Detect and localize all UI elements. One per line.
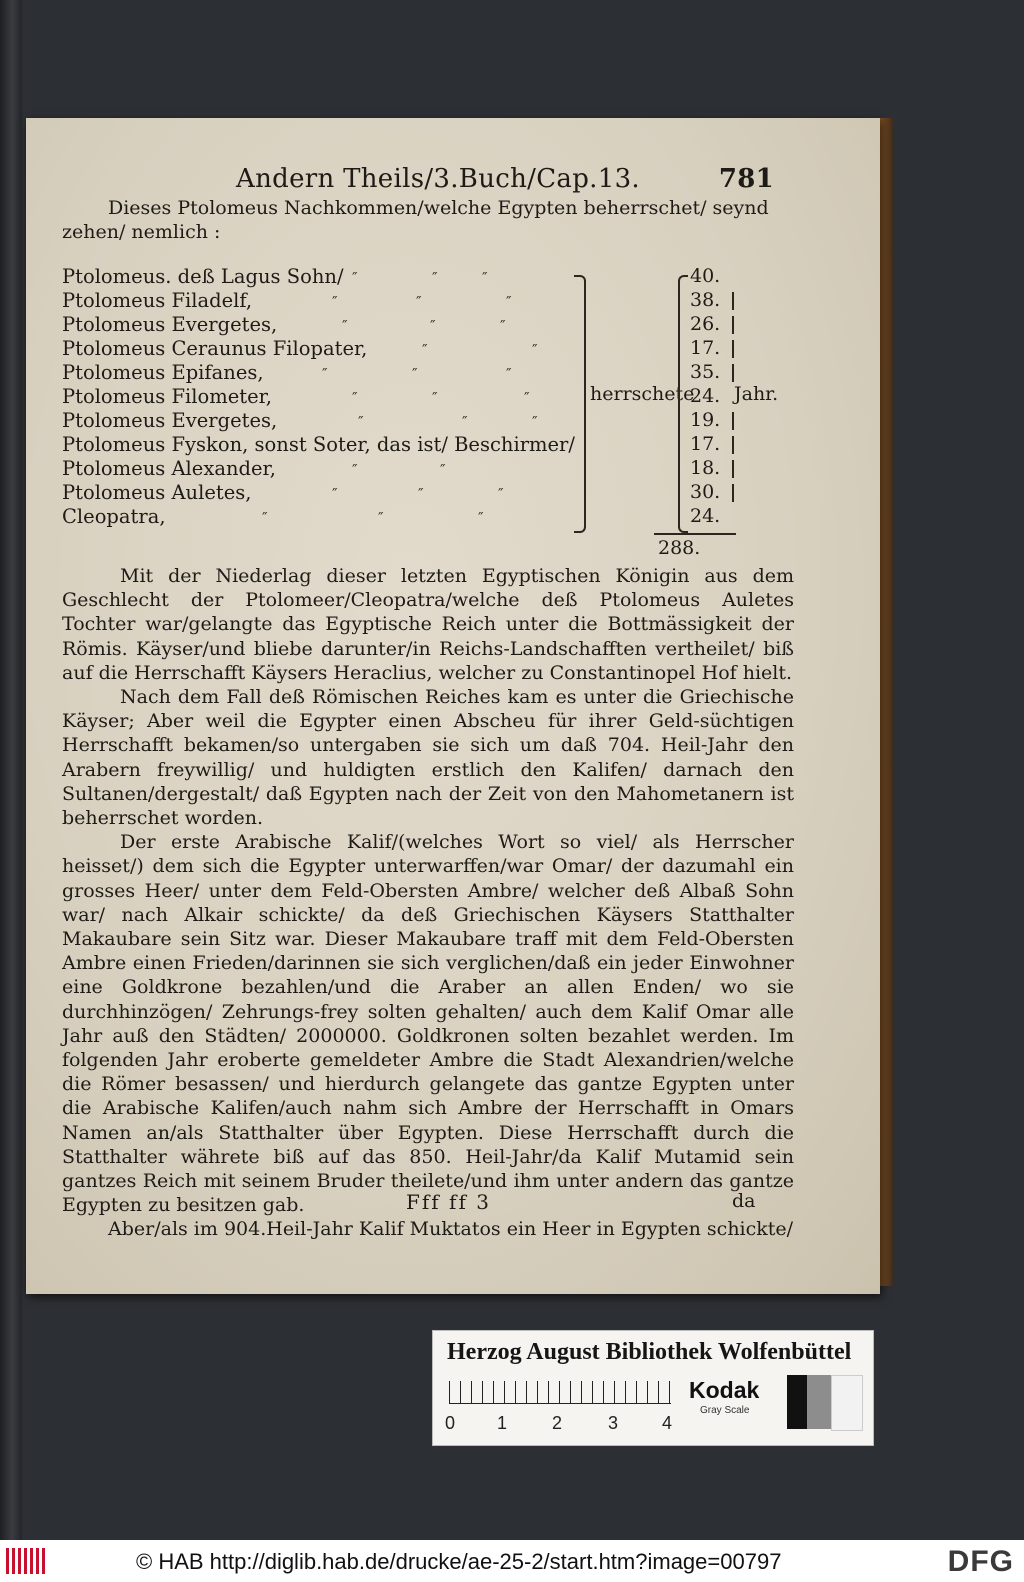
ditto-mark: ″ <box>342 317 348 335</box>
ditto-mark: ″ <box>352 461 358 479</box>
paragraph: Der erste Arabische Kalif/(welches Wort so viel/ als Herrscher heisset/) dem sich die Egypter unterwarffen/war Omar/ der dazumahl ein grosses Heer/ unter dem Feld-Obersten Ambre/ welcher deß Albaß Sohn war/ nach Alkair schickte/ da deß Griechischen Käysers Statthalter Makaubare sein Sitz war. Dieser Makaubare traff mit dem Feld-Obersten Ambre einen Frieden/darinnen sie sich verglichen/daß ein jeder Einwohner eine Goldkrone bezahlen/und die Araber an allen Enden/ wo sie durchhinzögen/ Zehrungs-frey solten gehalten/ auch dem Kalif Omar alle Jahr auß den Städten/ 2000000. Goldkronen solten bezahlet werden. Im folgenden Jahr eroberte gemeldeter Ambre die Stadt Alexandrien/welche die Römer besassen/ und hierdurch gelangete das gantze Egypten unter die Arabische Kalifen/auch nahm sich Ambre der Herrschafft in Omars Namen an/als Statthalter über Egypten. Diese Herrschafft durch die Statthalter währete biß auf das 850. Heil-Jahr/da Kalif Mutamid sein gantzes Reich mit seinem Bruder theilete/und ihm unter andern das gantze Egypten zu besitzen gab. <box>62 831 794 1217</box>
ditto-mark: ″ <box>322 365 328 383</box>
ditto-mark: ″ <box>332 485 338 503</box>
ruler-name: Ptolomeus Auletes, <box>62 481 252 504</box>
ditto-mark: ″ <box>440 461 446 479</box>
year-brace-segment <box>726 316 734 334</box>
year-brace-segment <box>726 436 734 454</box>
ditto-mark: ″ <box>524 389 530 407</box>
paragraph: Mit der Niederlag dieser letzten Egyptischen Königin aus dem Geschlecht der Ptolomeer/Cleopatra/welche deß Ptolomeus Auletes Tochter war/gelangte das Egyptische Reich unter die Bottmässigkeit der Römis. Käyser/und bliebe darunter/in Reichs-Landschafften vertheilet/ biß auf die Herrschafft Käysers Heraclius, welcher zu Constantinopel Hof hielt. <box>62 565 794 684</box>
ruler-name: Ptolomeus Alexander, <box>62 457 276 480</box>
year-brace-segment <box>726 460 734 478</box>
ruler-name: Ptolomeus Evergetes, <box>62 409 278 432</box>
black-swatch <box>787 1375 807 1429</box>
ditto-mark: ″ <box>532 413 538 431</box>
reign-years: 17. <box>690 433 721 455</box>
library-name: Herzog August Bibliothek Wolfenbüttel <box>447 1339 852 1365</box>
dfg-logo: DFG <box>947 1545 1014 1578</box>
reign-years: 17. <box>690 337 721 359</box>
signature-mark: Fff ff 3 <box>406 1190 491 1214</box>
total-years: 288. <box>658 537 701 559</box>
ditto-mark: ″ <box>506 293 512 311</box>
gray-swatch <box>807 1375 831 1429</box>
ditto-mark: ″ <box>506 365 512 383</box>
gray-scale-label: Gray Scale <box>700 1405 750 1416</box>
ruler-name: Ptolomeus Filometer, <box>62 385 272 408</box>
ditto-mark: ″ <box>352 389 358 407</box>
year-brace-segment <box>726 292 734 310</box>
paragraph: Nach dem Fall deß Römischen Reiches kam es unter die Griechische Käyser; Aber weil die Egypter einen Abscheu für ihrer Geld-süchtigen Herrschafft bekamen/so untergaben sie sich um daß 704. Heil-Jahr den Arabern freywillig/ und huldigten erstlich den Kalifen/ darnach den Sultanen/dergestalt/ daß Egypten nach der Zeit von den Mahometanern ist beherrschet worden. <box>62 686 794 830</box>
ditto-mark: ″ <box>412 365 418 383</box>
ruler-name: Ptolomeus Filadelf, <box>62 289 253 312</box>
left-brace <box>574 275 586 533</box>
ditto-mark: ″ <box>430 317 436 335</box>
ditto-mark: ″ <box>352 269 358 287</box>
sum-line <box>654 533 736 535</box>
ditto-mark: ″ <box>478 509 484 527</box>
reign-years: 18. <box>690 457 721 479</box>
ruler-name: Ptolomeus Evergetes, <box>62 313 278 336</box>
hab-barcode-icon <box>6 1548 46 1574</box>
ditto-mark: ″ <box>498 485 504 503</box>
running-header <box>236 164 796 194</box>
ditto-mark: ″ <box>462 413 468 431</box>
book-spine-edge <box>0 0 22 1540</box>
ditto-mark: ″ <box>358 413 364 431</box>
reign-years: 24. <box>690 505 721 527</box>
reigned-label: herrschete <box>590 383 695 405</box>
unit-label: Jahr. <box>734 383 779 405</box>
right-brace <box>678 275 688 533</box>
ditto-mark: ″ <box>432 389 438 407</box>
footer-bar <box>0 1540 1024 1582</box>
ditto-mark: ″ <box>416 293 422 311</box>
ditto-mark: ″ <box>332 293 338 311</box>
running-title: Andern Theils/3.Buch/Cap.13. <box>236 164 640 194</box>
white-swatch <box>831 1375 863 1431</box>
ruler-name: Ptolomeus Ceraunus Filopater, <box>62 337 368 360</box>
intro-text: Dieses Ptolomeus Nachkommen/welche Egypten beherrschet/ seynd zehen/ nemlich : <box>62 197 769 243</box>
ditto-mark: ″ <box>500 317 506 335</box>
folio-number: 781 <box>718 164 774 194</box>
ruler-name: Ptolomeus. deß Lagus Sohn/ <box>62 265 344 288</box>
ditto-mark: ″ <box>432 269 438 287</box>
ditto-mark: ″ <box>532 341 538 359</box>
scale-number: 0 <box>445 1413 456 1433</box>
reign-years: 38. <box>690 289 721 311</box>
catchword: da <box>732 1190 756 1212</box>
scale-number: 3 <box>608 1413 619 1433</box>
year-brace-segment <box>726 412 734 430</box>
ruler-name: Ptolomeus Fyskon, sonst Soter, das ist/ Beschirmer/ <box>62 433 575 456</box>
body-text <box>62 564 794 1242</box>
year-brace-segment <box>726 364 734 382</box>
scale-number: 1 <box>497 1413 508 1433</box>
kodak-logo: Kodak <box>689 1377 760 1403</box>
scale-number: 4 <box>662 1413 673 1433</box>
reign-years: 40. <box>690 265 721 287</box>
year-brace-segment <box>726 340 734 358</box>
ditto-mark: ″ <box>378 509 384 527</box>
scale-number: 2 <box>552 1413 563 1433</box>
ditto-mark: ″ <box>422 341 428 359</box>
reign-years: 26. <box>690 313 721 335</box>
year-brace-segment <box>726 484 734 502</box>
reign-years: 24. <box>690 385 721 407</box>
color-calibration-card <box>432 1330 874 1446</box>
scale-ruler <box>449 1381 671 1404</box>
reign-years: 19. <box>690 409 721 431</box>
ditto-mark: ″ <box>418 485 424 503</box>
ditto-mark: ″ <box>482 269 488 287</box>
reign-years: 35. <box>690 361 721 383</box>
ruler-name: Ptolomeus Epifanes, <box>62 361 264 384</box>
ditto-mark: ″ <box>262 509 268 527</box>
copyright-link[interactable]: © HAB http://diglib.hab.de/drucke/ae-25-2/start.htm?image=00797 <box>136 1549 782 1574</box>
ruler-name: Cleopatra, <box>62 505 166 528</box>
book-page <box>26 118 880 1294</box>
reign-years: 30. <box>690 481 721 503</box>
paragraph: Aber/als im 904.Heil-Jahr Kalif Muktatos ein Heer in Egypten schickte/ <box>108 1218 794 1241</box>
